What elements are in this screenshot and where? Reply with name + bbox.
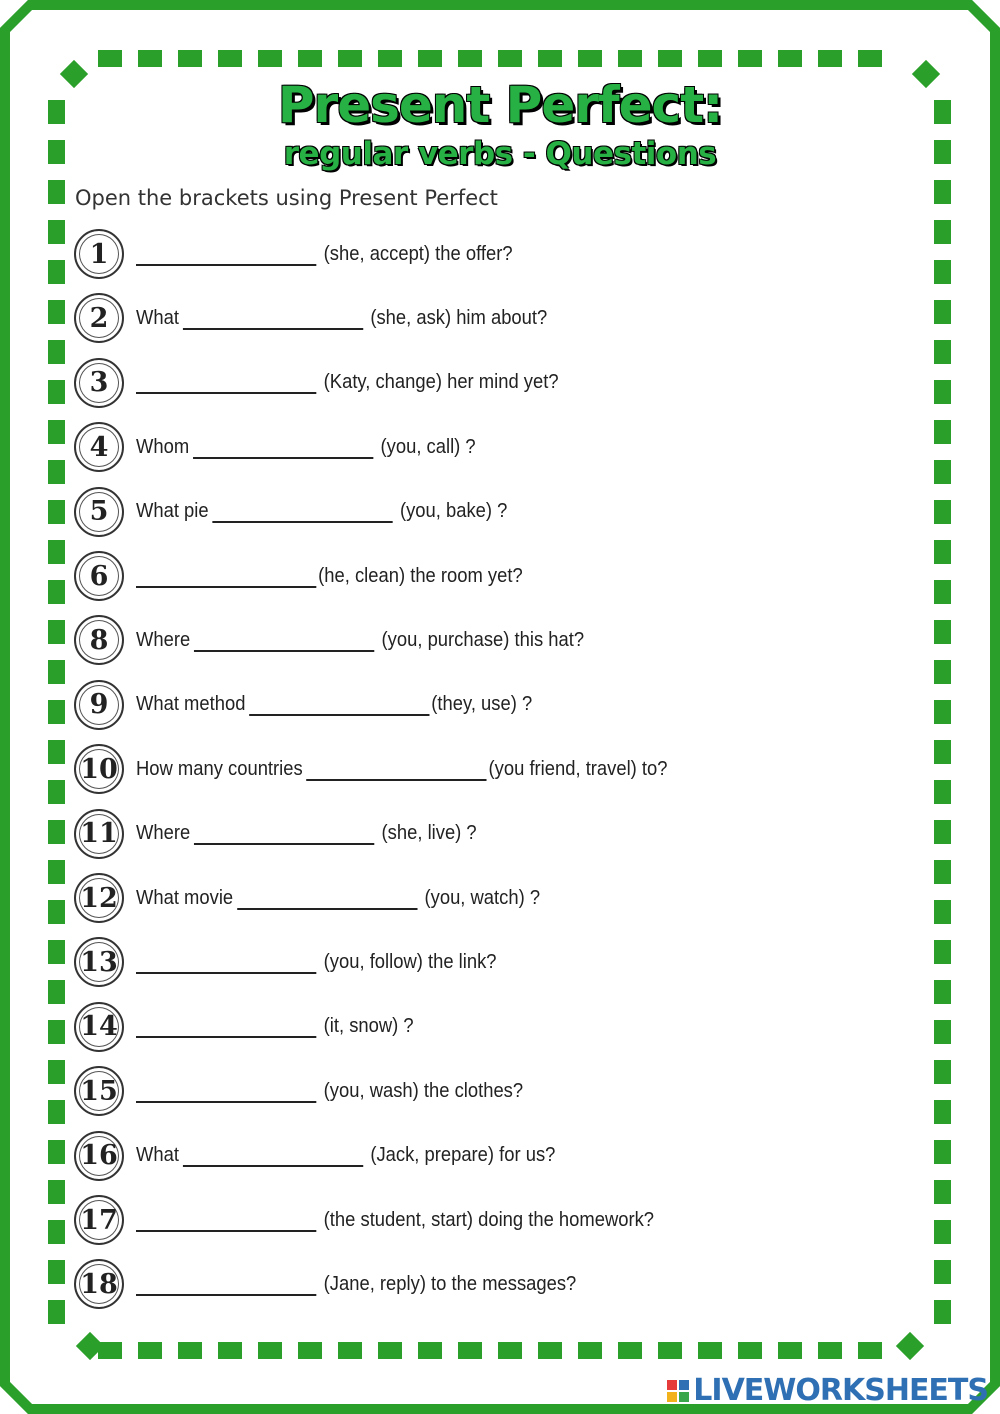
- border-dash: [658, 50, 682, 67]
- question-row: [74, 290, 894, 346]
- border-dash: [218, 1342, 242, 1359]
- border-dash: [48, 740, 65, 764]
- border-dash: [48, 340, 65, 364]
- question-text: [136, 629, 584, 652]
- instruction-text: Open the brackets using Present Perfect: [75, 186, 498, 210]
- border-dash: [934, 420, 951, 444]
- question-verb-hint: (the student, start) doing the homework?: [323, 1208, 655, 1231]
- border-dash: [48, 1300, 65, 1324]
- border-dash: [778, 1342, 802, 1359]
- border-dash: [538, 50, 562, 67]
- question-number: 8: [74, 615, 124, 665]
- border-dash: [48, 500, 65, 524]
- question-number: 9: [74, 680, 124, 730]
- border-dash: [934, 1100, 951, 1124]
- border-dash: [934, 940, 951, 964]
- border-dash: [378, 50, 402, 67]
- border-dash: [48, 1180, 65, 1204]
- border-dash: [738, 50, 762, 67]
- question-row: [74, 419, 894, 475]
- liveworksheets-logo-icon: [667, 1380, 689, 1402]
- question-number: 14: [74, 1002, 124, 1052]
- question-lead-text: Where: [136, 628, 191, 651]
- border-dash: [934, 340, 951, 364]
- question-text: [136, 1273, 576, 1296]
- question-number: 16: [74, 1131, 124, 1181]
- question-row: [74, 355, 894, 411]
- border-dash: [934, 1060, 951, 1084]
- border-dash: [48, 1260, 65, 1284]
- question-row: [74, 1063, 894, 1119]
- border-dash: [818, 1342, 842, 1359]
- border-dash: [48, 1100, 65, 1124]
- border-dash: [48, 980, 65, 1004]
- question-lead-text: Whom: [136, 435, 190, 458]
- question-verb-hint: (Katy, change) her mind yet?: [323, 371, 559, 394]
- border-dash: [934, 1180, 951, 1204]
- page-subtitle: regular verbs - Questions: [283, 136, 717, 172]
- border-dash: [48, 820, 65, 844]
- answer-blank[interactable]: [136, 1018, 316, 1038]
- watermark-text: LIVEWORKSHEETS: [693, 1373, 988, 1408]
- border-dash: [738, 1342, 762, 1359]
- answer-blank[interactable]: [136, 568, 316, 588]
- answer-blank[interactable]: [194, 632, 374, 652]
- question-verb-hint: (they, use) ?: [431, 693, 533, 716]
- border-dash: [934, 1140, 951, 1164]
- question-number: 5: [74, 487, 124, 537]
- question-row: [74, 226, 894, 282]
- question-verb-hint: (Jack, prepare) for us?: [370, 1144, 556, 1167]
- question-row: [74, 548, 894, 604]
- border-dash: [418, 50, 442, 67]
- border-dash: [48, 420, 65, 444]
- question-row: [74, 1256, 894, 1312]
- border-dash: [934, 380, 951, 404]
- border-dash: [48, 460, 65, 484]
- border-dash: [618, 1342, 642, 1359]
- question-number: 10: [74, 744, 124, 794]
- question-verb-hint: (she, accept) the offer?: [323, 242, 513, 265]
- border-dash: [48, 900, 65, 924]
- border-dash: [934, 180, 951, 204]
- border-dash: [538, 1342, 562, 1359]
- border-dash: [48, 1140, 65, 1164]
- question-number: 12: [74, 873, 124, 923]
- question-lead-text: How many countries: [136, 757, 303, 780]
- question-text: [136, 951, 497, 974]
- border-dash: [178, 50, 202, 67]
- border-dash: [298, 1342, 322, 1359]
- question-text: [136, 693, 532, 716]
- question-text: [136, 500, 507, 523]
- border-dash: [48, 940, 65, 964]
- border-dash: [298, 50, 322, 67]
- border-dash: [48, 1060, 65, 1084]
- border-dash: [48, 780, 65, 804]
- border-dash: [48, 380, 65, 404]
- border-dash: [338, 1342, 362, 1359]
- border-dash: [934, 260, 951, 284]
- answer-blank[interactable]: [183, 1147, 363, 1167]
- question-number: 2: [74, 293, 124, 343]
- question-row: [74, 741, 894, 797]
- answer-blank[interactable]: [194, 825, 374, 845]
- answer-blank[interactable]: [212, 503, 392, 523]
- question-row: [74, 934, 894, 990]
- border-dash: [138, 1342, 162, 1359]
- question-lead-text: What movie: [136, 886, 234, 909]
- question-verb-hint: (you, bake) ?: [399, 500, 508, 523]
- answer-blank[interactable]: [136, 1083, 316, 1103]
- answer-blank[interactable]: [136, 374, 316, 394]
- border-dash: [258, 1342, 282, 1359]
- question-number: 11: [74, 809, 124, 859]
- answer-blank[interactable]: [193, 439, 373, 459]
- question-lead-text: Where: [136, 822, 191, 845]
- question-verb-hint: (you, follow) the link?: [323, 950, 497, 973]
- answer-blank[interactable]: [237, 890, 417, 910]
- question-row: [74, 999, 894, 1055]
- border-dash: [48, 260, 65, 284]
- question-verb-hint: (she, live) ?: [381, 822, 477, 845]
- border-dash: [934, 580, 951, 604]
- border-dash: [698, 50, 722, 67]
- question-text: [136, 822, 477, 845]
- question-verb-hint: (you, watch) ?: [424, 886, 541, 909]
- question-text: [136, 371, 559, 394]
- answer-blank[interactable]: [249, 696, 429, 716]
- question-number: 18: [74, 1259, 124, 1309]
- border-dash: [458, 50, 482, 67]
- answer-blank[interactable]: [136, 1212, 316, 1232]
- question-text: [136, 243, 513, 266]
- border-dash: [578, 50, 602, 67]
- border-dash: [934, 620, 951, 644]
- border-dash: [418, 1342, 442, 1359]
- border-dash: [48, 540, 65, 564]
- border-dash: [338, 50, 362, 67]
- border-dash: [818, 50, 842, 67]
- border-dash: [48, 580, 65, 604]
- border-dash: [458, 1342, 482, 1359]
- question-text: [136, 1144, 555, 1167]
- border-dash: [858, 1342, 882, 1359]
- question-verb-hint: (you, wash) the clothes?: [323, 1079, 524, 1102]
- question-row: [74, 1192, 894, 1248]
- question-lead-text: What pie: [136, 500, 209, 523]
- question-text: [136, 1015, 414, 1038]
- border-dash: [98, 50, 122, 67]
- question-row: [74, 1128, 894, 1184]
- border-dash: [48, 220, 65, 244]
- answer-blank[interactable]: [183, 310, 363, 330]
- border-dash: [934, 780, 951, 804]
- question-text: [136, 307, 547, 330]
- border-dash: [934, 900, 951, 924]
- border-dash: [934, 1260, 951, 1284]
- border-dash: [934, 660, 951, 684]
- question-verb-hint: (you, purchase) this hat?: [381, 628, 585, 651]
- border-dash: [698, 1342, 722, 1359]
- question-verb-hint: (Jane, reply) to the messages?: [323, 1272, 577, 1295]
- question-number: 17: [74, 1195, 124, 1245]
- question-row: [74, 484, 894, 540]
- border-dash: [138, 50, 162, 67]
- question-row: [74, 806, 894, 862]
- border-dash: [778, 50, 802, 67]
- answer-blank[interactable]: [136, 1276, 316, 1296]
- question-text: [136, 887, 540, 910]
- border-dash: [934, 1220, 951, 1244]
- border-dash: [658, 1342, 682, 1359]
- border-dash: [48, 1220, 65, 1244]
- border-dash: [48, 700, 65, 724]
- border-dash: [934, 500, 951, 524]
- question-number: 3: [74, 358, 124, 408]
- border-dash: [48, 660, 65, 684]
- watermark: [667, 1373, 988, 1408]
- answer-blank[interactable]: [136, 954, 316, 974]
- border-dash: [934, 1300, 951, 1324]
- question-row: [74, 677, 894, 733]
- question-lead-text: What: [136, 1144, 179, 1167]
- border-dash: [498, 50, 522, 67]
- border-dash: [934, 980, 951, 1004]
- question-text: [136, 565, 523, 588]
- border-dash: [378, 1342, 402, 1359]
- question-text: [136, 1209, 654, 1232]
- border-dash: [858, 50, 882, 67]
- border-dash: [48, 180, 65, 204]
- border-dash: [178, 1342, 202, 1359]
- border-dash: [934, 300, 951, 324]
- question-row: [74, 612, 894, 668]
- border-dash: [934, 860, 951, 884]
- border-dash: [258, 50, 282, 67]
- border-dash: [934, 460, 951, 484]
- border-dash: [934, 820, 951, 844]
- question-verb-hint: (you, call) ?: [380, 435, 476, 458]
- question-verb-hint: (she, ask) him about?: [370, 306, 548, 329]
- border-dash: [934, 220, 951, 244]
- answer-blank[interactable]: [306, 761, 486, 781]
- question-number: 4: [74, 422, 124, 472]
- question-verb-hint: (he, clean) the room yet?: [318, 564, 523, 587]
- question-number: 15: [74, 1066, 124, 1116]
- border-dash: [934, 700, 951, 724]
- question-number: 1: [74, 229, 124, 279]
- border-dash: [618, 50, 642, 67]
- question-number: 6: [74, 551, 124, 601]
- question-lead-text: What: [136, 306, 179, 329]
- question-verb-hint: (you friend, travel) to?: [488, 757, 668, 780]
- border-dash: [48, 620, 65, 644]
- question-text: [136, 436, 476, 459]
- question-text: [136, 1080, 523, 1103]
- border-dash: [934, 740, 951, 764]
- page-title: Present Perfect:: [277, 76, 723, 134]
- question-row: [74, 870, 894, 926]
- border-dash: [498, 1342, 522, 1359]
- question-verb-hint: (it, snow) ?: [323, 1015, 414, 1038]
- border-dash: [578, 1342, 602, 1359]
- border-dash: [48, 860, 65, 884]
- answer-blank[interactable]: [136, 246, 316, 266]
- question-text: [136, 758, 668, 781]
- border-dash: [934, 540, 951, 564]
- border-dash: [218, 50, 242, 67]
- border-dash: [48, 300, 65, 324]
- border-dash: [48, 1020, 65, 1044]
- question-number: 13: [74, 937, 124, 987]
- border-dash: [934, 1020, 951, 1044]
- question-lead-text: What method: [136, 693, 246, 716]
